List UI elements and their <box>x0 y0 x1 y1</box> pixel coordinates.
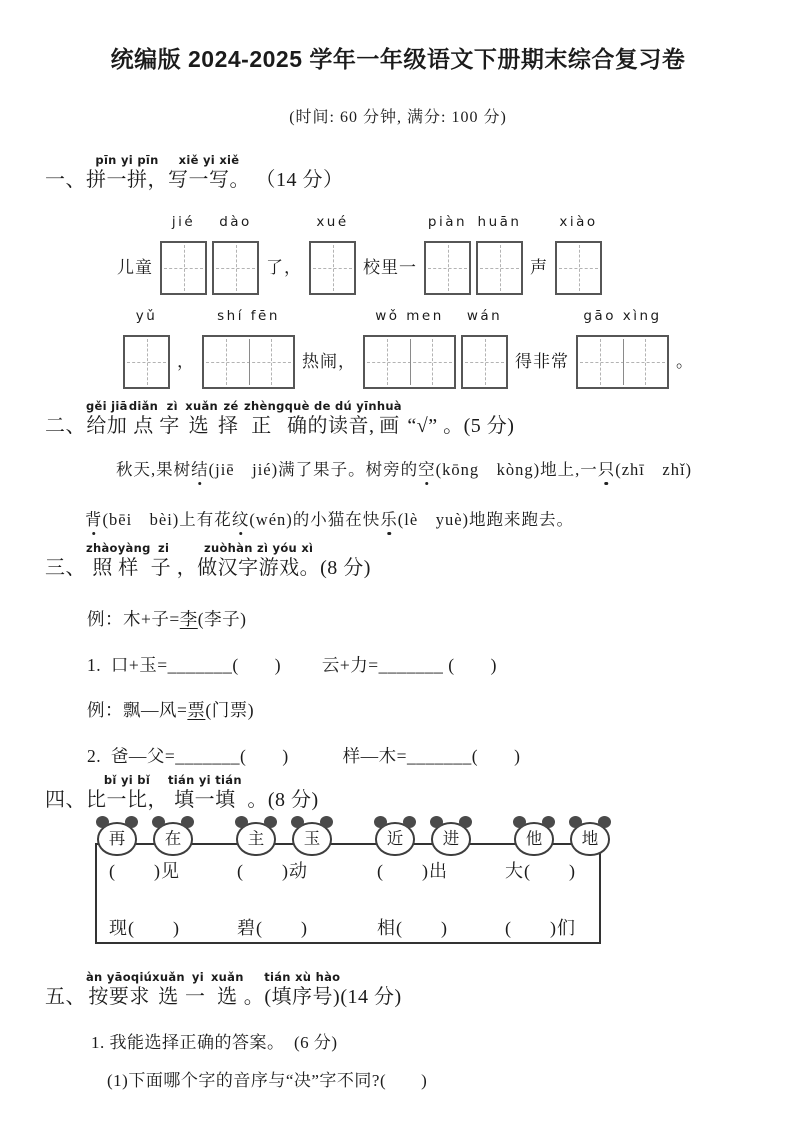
panda-ear-icon <box>264 816 277 828</box>
grid-guide-line <box>236 245 237 291</box>
heading-pinyin: pīn yi pīn <box>95 153 159 167</box>
passage-line <box>85 508 751 531</box>
writing-grid-slot <box>461 308 508 389</box>
writing-grid <box>555 241 602 295</box>
heading-text: 选 <box>152 986 185 1008</box>
heading-text: 按要求 <box>88 986 150 1008</box>
heading-segment <box>250 153 344 194</box>
passage-text: (kōng kòng)地上,一 <box>435 460 598 479</box>
writing-grid <box>476 241 523 295</box>
section1-writing-line1 <box>115 214 751 295</box>
writing-grid <box>461 335 508 389</box>
heading-segment <box>402 399 515 440</box>
dotted-character: 空 <box>418 460 436 479</box>
pinyin-label: huān <box>477 214 522 230</box>
heading-text: 择 <box>218 415 244 437</box>
heading-text: 照 样 <box>92 557 145 579</box>
fill-row <box>109 914 599 940</box>
heading-segment <box>320 541 371 582</box>
heading-segment <box>197 541 320 582</box>
fill-row <box>109 857 599 883</box>
heading-text: ， <box>176 557 198 579</box>
heading-text: 选 <box>188 415 215 437</box>
heading-pinyin: xiě yi xiě <box>178 153 240 167</box>
heading-text: 子 <box>150 557 177 579</box>
heading-segment <box>45 399 86 440</box>
grid-guide-line <box>387 339 388 385</box>
heading-text: 画 <box>379 415 400 437</box>
writing-grid-slot <box>576 308 669 389</box>
panda-character: 再 <box>108 829 126 848</box>
heading-segment <box>218 399 244 440</box>
heading-pinyin: huà <box>376 399 402 413</box>
passage-text: (wén)的小猫在快 <box>249 510 381 529</box>
grid-divider-line <box>623 339 624 385</box>
passage-text: (lè yuè)地跑来跑去。 <box>397 510 575 529</box>
grid-divider-line <box>249 339 250 385</box>
inline-text <box>115 214 155 295</box>
panda-character: 在 <box>164 829 182 848</box>
section3-item1: 1. 口+玉=_______( ) 云+力=_______ ( ) <box>87 655 497 675</box>
inline-text <box>264 214 304 295</box>
heading-pinyin: què de dú yīn <box>284 399 377 413</box>
heading-segment <box>45 153 86 194</box>
writing-grid <box>123 335 170 389</box>
inline-text <box>175 308 197 389</box>
heading-segment <box>86 970 152 1011</box>
line-text: ， <box>177 352 195 371</box>
section3-example1 <box>87 608 751 630</box>
heading-segment <box>86 153 168 194</box>
panda-ear-icon <box>181 816 194 828</box>
fill-cell: ( )们 <box>505 918 576 938</box>
section3-item2: 2. 爸—父=_______( ) 样—木=_______( ) <box>87 746 521 766</box>
heading-segment <box>151 541 177 582</box>
pinyin-label: shí fēn <box>217 308 280 324</box>
heading-text: 字 <box>159 415 186 437</box>
example-text: (门票) <box>205 700 255 720</box>
grid-guide-line <box>645 339 646 385</box>
panda-head-icon <box>153 822 193 856</box>
line-text: 得非常 <box>515 352 569 371</box>
heading-pinyin: zhèng <box>244 399 285 413</box>
panda-head-icon <box>570 822 610 856</box>
pinyin-label: piàn <box>427 214 468 230</box>
line-text: 校里一 <box>363 258 417 277</box>
writing-grid <box>363 335 456 389</box>
panda-row <box>95 822 601 856</box>
exam-time-score-info: (时间: 60 分钟, 满分: 100 分) <box>289 109 507 126</box>
panda-head-icon <box>431 822 471 856</box>
heading-segment <box>159 399 185 440</box>
panda-ear-icon <box>291 816 304 828</box>
writing-grid-slot <box>363 308 456 389</box>
heading-pinyin: xuǎn <box>210 970 244 984</box>
grid-guide-line <box>147 339 148 385</box>
heading-text: 。(8 分) <box>241 789 319 811</box>
heading-text: (填序号) <box>264 986 341 1008</box>
heading-segment <box>86 399 128 440</box>
passage-text: (bēi bèi)上有花 <box>102 510 232 529</box>
heading-text: 写一写。 <box>168 169 250 191</box>
grid-guide-line <box>579 245 580 291</box>
heading-segment <box>211 970 244 1011</box>
heading-text: 。 <box>243 986 265 1008</box>
heading-text: 二、 <box>45 415 86 437</box>
heading-segment <box>168 153 250 194</box>
fill-cell: ( )出 <box>377 861 448 881</box>
heading-segment <box>377 399 402 440</box>
heading-pinyin: diǎn <box>128 399 159 413</box>
panda-ear-icon <box>152 816 165 828</box>
grid-guide-line <box>600 339 601 385</box>
panda-head-icon <box>97 822 137 856</box>
writing-grid <box>160 241 207 295</box>
inline-text <box>361 214 419 295</box>
panda-ear-icon <box>374 816 387 828</box>
dotted-character: 背 <box>85 510 103 529</box>
heading-pinyin: zi <box>158 541 170 555</box>
panda-ear-icon <box>320 816 333 828</box>
writing-grid-slot <box>202 308 295 389</box>
heading-text: 一 <box>184 986 211 1008</box>
heading-text: 一、 <box>45 169 86 191</box>
heading-pinyin: àn yāoqiú <box>86 970 153 984</box>
example-text: 例：木+子= <box>87 609 180 629</box>
panda-ear-icon <box>459 816 472 828</box>
panda-ear-icon <box>598 816 611 828</box>
heading-pinyin: tián yi tián <box>168 773 242 787</box>
heading-segment <box>185 399 218 440</box>
heading-segment <box>86 541 151 582</box>
heading-segment <box>168 773 242 814</box>
grid-guide-line <box>226 339 227 385</box>
line-text: 儿童 <box>117 258 153 277</box>
heading-pinyin: gěi jiā <box>86 399 128 413</box>
heading-segment <box>242 773 319 814</box>
heading-text: 四、 <box>45 789 86 811</box>
page-title: 统编版 2024-2025 学年一年级语文下册期末综合复习卷 <box>110 46 686 72</box>
pinyin-label: xué <box>316 214 349 230</box>
panda-ear-icon <box>513 816 526 828</box>
pinyin-label: dào <box>219 214 252 230</box>
section1-heading <box>45 153 751 194</box>
underlined-answer: 票 <box>187 700 206 720</box>
heading-text: 选 <box>211 986 244 1008</box>
heading-text: 正 <box>251 415 278 437</box>
heading-text: 三、 <box>45 557 86 579</box>
panda-character: 地 <box>581 829 599 848</box>
heading-segment <box>244 399 285 440</box>
panda-ear-icon <box>235 816 248 828</box>
heading-segment <box>177 541 198 582</box>
underlined-answer: 李 <box>179 609 198 629</box>
writing-grid-slot <box>309 214 356 295</box>
heading-segment <box>45 541 86 582</box>
heading-pinyin: tián xù hào <box>264 970 341 984</box>
heading-segment <box>244 970 265 1011</box>
dotted-character: 纹 <box>231 510 250 529</box>
heading-text: 拼一拼， <box>86 169 168 191</box>
grid-divider-line <box>410 339 411 385</box>
heading-pinyin: zé <box>223 399 239 413</box>
heading-text: 填一填 <box>174 789 236 811</box>
pinyin-label: gāo xìng <box>583 308 662 324</box>
heading-pinyin: zhàoyàng <box>86 541 151 555</box>
panda-character: 近 <box>386 829 404 848</box>
dotted-character: 只 <box>597 460 616 479</box>
section5-item1-1: (1)下面哪个字的音序与“决”字不同?( ) <box>107 1071 428 1090</box>
section4-heading <box>45 773 751 814</box>
panda-head-icon <box>375 822 415 856</box>
heading-segment <box>45 970 86 1011</box>
heading-pinyin: yi <box>191 970 204 984</box>
panda-character: 玉 <box>303 829 321 848</box>
fill-cell: 相( ) <box>377 918 448 938</box>
heading-text: 比一比， <box>86 789 168 811</box>
passage-text: (jiē jié)满了果子。树旁的 <box>208 460 419 479</box>
grid-guide-line <box>271 339 272 385</box>
grid-guide-line <box>333 245 334 291</box>
writing-grid-slot <box>160 214 207 295</box>
writing-grid-slot <box>212 214 259 295</box>
grid-guide-line <box>448 245 449 291</box>
line-text: 。 <box>676 352 694 371</box>
heading-segment <box>264 970 340 1011</box>
heading-text: 确的读音, <box>286 415 375 437</box>
grid-guide-line <box>485 339 486 385</box>
panda-head-icon <box>236 822 276 856</box>
fill-cell: 大( ) <box>505 861 576 881</box>
heading-pinyin: zuòhàn zì yóu xì <box>203 541 314 555</box>
heading-pinyin: zì <box>166 399 178 413</box>
line-text: 热闹， <box>302 352 356 371</box>
heading-text: (14 分) <box>340 986 402 1008</box>
grid-guide-line <box>184 245 185 291</box>
line-text: 了， <box>266 258 302 277</box>
section3-example2 <box>87 699 751 721</box>
heading-text: 给加 <box>86 415 128 437</box>
writing-grid <box>576 335 669 389</box>
section2-passage <box>85 458 751 531</box>
passage-line <box>85 458 751 481</box>
pinyin-label: wǒ men <box>375 308 444 324</box>
heading-text: 做汉字游戏。 <box>197 557 321 579</box>
dotted-character: 结 <box>191 460 209 479</box>
fill-cell: 碧( ) <box>237 918 308 938</box>
grid-guide-line <box>432 339 433 385</box>
panda-ear-icon <box>403 816 416 828</box>
pinyin-label: jié <box>171 214 196 230</box>
line-text: 声 <box>530 258 548 277</box>
panda-head-icon <box>292 822 332 856</box>
heading-segment <box>45 773 86 814</box>
pinyin-label: xiào <box>559 214 598 230</box>
section5-item1: 1. 我能选择正确的答案。 (6 分) <box>91 1033 338 1052</box>
heading-segment <box>185 970 211 1011</box>
heading-segment <box>128 399 160 440</box>
fill-cell: 现( ) <box>109 918 180 938</box>
heading-pinyin: xuǎn <box>152 970 185 984</box>
heading-pinyin: bǐ yi bǐ <box>103 773 151 787</box>
writing-grid-slot <box>476 214 523 295</box>
passage-text: 秋天,果树 <box>116 460 192 479</box>
grid-guide-line <box>500 245 501 291</box>
example-text: (李子) <box>197 609 247 629</box>
inline-text <box>513 308 571 389</box>
panda-ear-icon <box>542 816 555 828</box>
section3-heading <box>45 541 751 582</box>
panda-ear-icon <box>96 816 109 828</box>
section4-answer-box <box>95 843 601 944</box>
inline-text <box>674 308 696 389</box>
inline-text <box>528 214 550 295</box>
pinyin-label: wán <box>466 308 503 324</box>
heading-pinyin: xuǎn <box>185 399 218 413</box>
panda-head-icon <box>514 822 554 856</box>
panda-character: 主 <box>247 829 265 848</box>
heading-text: “√” 。(5 分) <box>401 415 515 437</box>
heading-segment <box>86 773 168 814</box>
panda-ear-icon <box>430 816 443 828</box>
heading-segment <box>340 970 401 1011</box>
section1-writing-line2 <box>123 308 751 389</box>
section5-heading <box>45 970 751 1011</box>
heading-segment <box>152 970 185 1011</box>
heading-segment <box>285 399 377 440</box>
panda-ear-icon <box>125 816 138 828</box>
dotted-character: 乐 <box>380 510 398 529</box>
section4-exercise <box>95 822 601 944</box>
panda-character: 他 <box>525 829 543 848</box>
passage-text: (zhī zhǐ) <box>615 460 693 479</box>
writing-grid <box>424 241 471 295</box>
section2-heading <box>45 399 751 440</box>
panda-ear-icon <box>569 816 582 828</box>
writing-grid-slot <box>424 214 471 295</box>
writing-grid <box>309 241 356 295</box>
writing-grid <box>212 241 259 295</box>
heading-text: 点 <box>127 415 160 437</box>
writing-grid-slot <box>123 308 170 389</box>
writing-grid-slot <box>555 214 602 295</box>
fill-cell: ( )见 <box>109 861 180 881</box>
writing-grid <box>202 335 295 389</box>
heading-text: （14 分） <box>250 169 344 191</box>
heading-text: 五、 <box>45 986 86 1008</box>
panda-character: 进 <box>442 829 460 848</box>
heading-text: (8 分) <box>320 557 371 579</box>
fill-cell: ( )动 <box>237 861 308 881</box>
inline-text <box>300 308 358 389</box>
example-text: 例：飘—风= <box>87 700 188 720</box>
pinyin-label: yǔ <box>135 308 158 324</box>
